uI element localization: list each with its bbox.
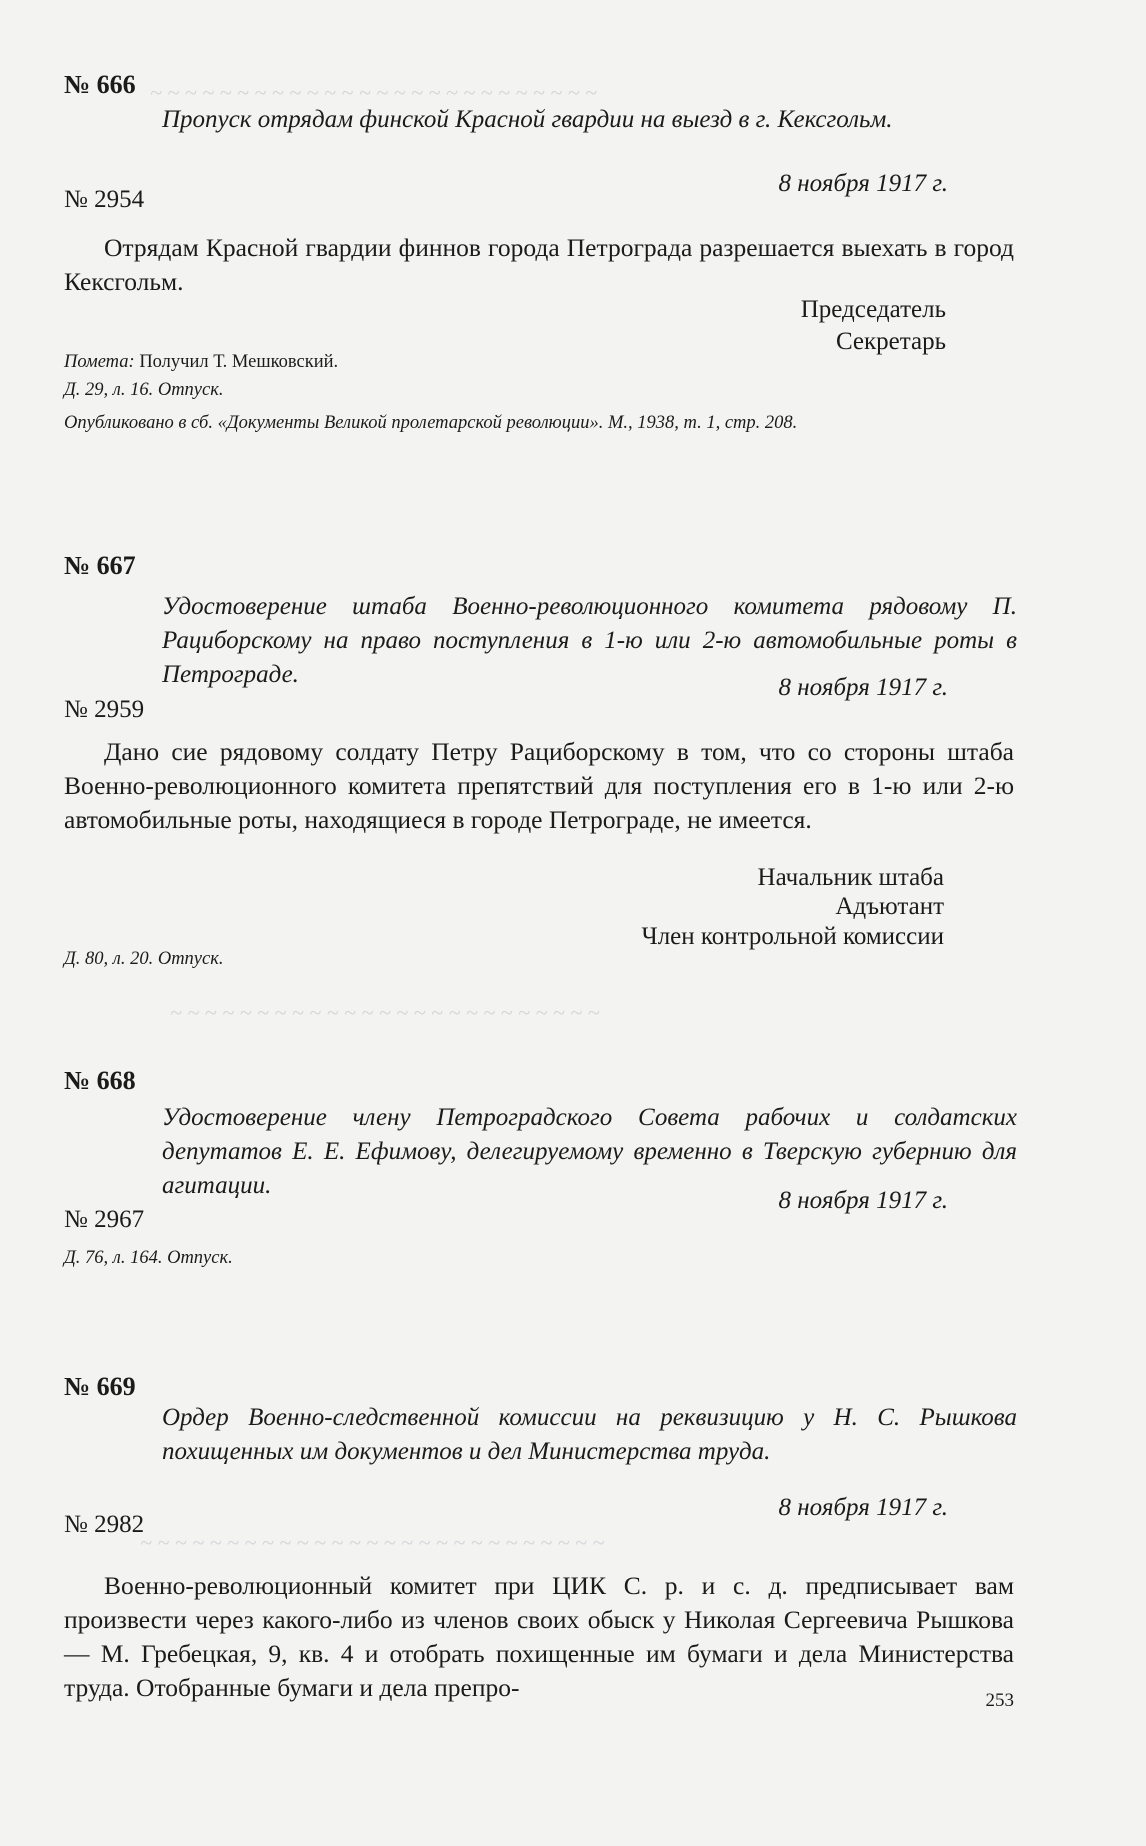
document-body: Отрядам Красной гвардии финнов города Петрограда разрешается выехать в город Кексгольм. [64,233,1014,296]
registration-number: № 2982 [64,1511,145,1538]
archive-text: Д. 76, л. 164. Отпуск. [64,1248,233,1268]
document-number: № 666 [64,70,136,99]
publication-reference [64,410,1014,436]
document-title: Удостоверение члену Петроградского Совета рабочих и солдатских депутатов Е. Е. Ефимову, делегируемому временно в Тверскую губернию для агитации. [162,1104,1017,1199]
signature-line: Начальник штаба [757,864,944,891]
document-date: 8 ноября 1917 г. [778,674,948,701]
document-date: 8 ноября 1917 г. [778,1494,948,1521]
publication-text: Опубликовано в сб. «Документы Великой пролетарской революции». М., 1938, т. 1, стр. 208. [64,413,798,433]
signature-line: Член контрольной комиссии [641,923,944,950]
mark-text: Получил Т. Мешковский. [139,352,339,372]
signature-line: Секретарь [835,328,946,355]
document-number: № 668 [64,1066,136,1095]
registration-number: № 2959 [64,696,145,723]
document-number: № 669 [64,1372,136,1401]
bleed-through-text: ~ ~ ~ ~ ~ ~ ~ ~ ~ ~ ~ ~ ~ ~ ~ ~ ~ ~ ~ ~ ~ ~ ~ ~ ~ [170,1000,600,1025]
document-number: № 667 [64,551,136,580]
bleed-through-text: ~ ~ ~ ~ ~ ~ ~ ~ ~ ~ ~ ~ ~ ~ ~ ~ ~ ~ ~ ~ ~ ~ ~ ~ ~ ~ ~ [140,1530,605,1555]
registration-number: № 2954 [64,186,145,213]
page-number: 253 [985,1690,1014,1711]
archive-reference [64,946,1014,972]
document-body: Военно-революционный комитет при ЦИК С. р. и с. д. предписывает вам произвести через какого-либо из членов своих обыск у Николая Сергеевича Рышкова — М. Гребецкая, 9, кв. 4 и отобрать похищенные им бумаги и дела Министерства труда. Отобранные бумаги и дела препро- [64,1571,1014,1702]
document-title: Пропуск отрядам финской Красной гвардии на выезд в г. Кексгольм. [162,106,893,133]
archive-text: Д. 29, л. 16. Отпуск. [64,380,224,400]
archive-reference [64,1245,1014,1271]
mark-label: Помета: [64,352,135,372]
document-date: 8 ноября 1917 г. [778,170,948,197]
document-mark [64,349,1014,375]
signature-line: Адъютант [835,893,944,920]
registration-number: № 2967 [64,1206,145,1233]
signature-line: Председатель [800,296,946,323]
document-body: Дано сие рядовому солдату Петру Рациборскому в том, что со стороны штаба Военно-революционного комитета препятствий для поступления его в 1-ю или 2-ю автомобильные роты, находящиеся в городе Петрограде, не имеется. [64,737,1014,834]
archive-text: Д. 80, л. 20. Отпуск. [64,949,224,969]
bleed-through-text: ~ ~ ~ ~ ~ ~ ~ ~ ~ ~ ~ ~ ~ ~ ~ ~ ~ ~ ~ ~ ~ ~ ~ ~ ~ ~ [150,80,597,105]
document-title: Ордер Военно-следственной комиссии на реквизицию у Н. С. Рышкова похищенных им документов и дел Министерства труда. [162,1404,1017,1465]
document-date: 8 ноября 1917 г. [778,1187,948,1214]
archive-reference [64,377,1014,403]
document-title: Удостоверение штаба Военно-революционного комитета рядовому П. Рациборскому на право поступления в 1-ю или 2-ю автомобильные роты в Петрограде. [162,593,1017,688]
